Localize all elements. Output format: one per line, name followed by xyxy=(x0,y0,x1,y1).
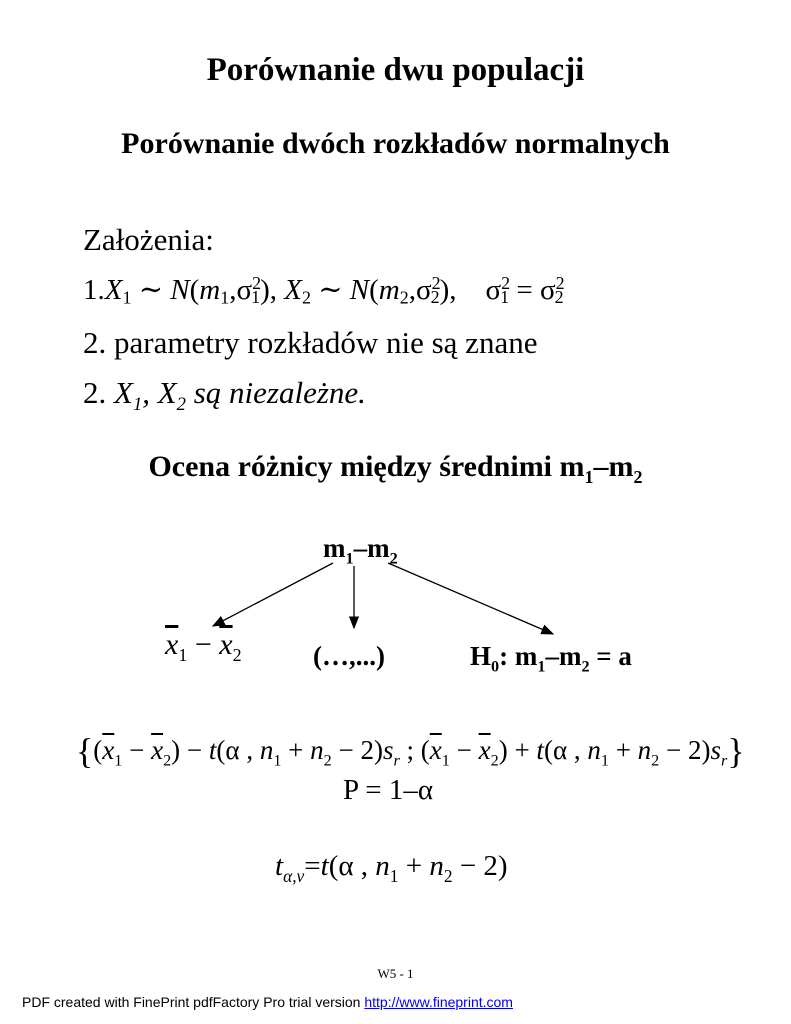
confidence-interval: {$(\overline{x}_1 - \overline{x}_2) - t(\alpha$ , $n_1 + n_2 - 2)s_r$ ; $(\overline{x}_1 - \overline{x}_2) + t(\alpha$ , $n_1 + n_2 - 2)s_r$} xyxy=(76,731,745,771)
assumption-1-formula: 1.X1 ∼ $N(m1,\sigma^21)$, X2 ∼ $N(m2,\sigma^22)$, $\sigma^21 = \sigma^22$ xyxy=(83,273,565,308)
t-definition: $t_{\alpha,v}=t(\alpha$ , $n_1 + n_2 - 2$) xyxy=(275,850,508,886)
assumption-2: 2. parametry rozkładów nie są znane xyxy=(83,325,538,360)
arrow-left xyxy=(213,563,333,626)
diagram-left-node: $\overline{x}_1 - \overline{x}_2$ xyxy=(165,628,242,665)
page-number: W5 - 1 xyxy=(377,966,414,981)
pdf-footer xyxy=(22,994,513,1010)
page-title: Porównanie dwu populacji xyxy=(206,52,585,88)
diagram-top-node: $m_1-m_2$ xyxy=(323,533,398,568)
footer-link[interactable]: http://www.fineprint.com xyxy=(364,994,513,1010)
diagram-right-node: $H_0$: $m_1-m_2 = a$ xyxy=(470,641,632,676)
probability-formula: P = 1–α xyxy=(343,774,434,806)
diagram-middle-node: (…,...) xyxy=(313,641,385,671)
page-subtitle: Porównanie dwóch rozkładów normalnych xyxy=(121,127,670,160)
footer-text: PDF created with FinePrint pdfFactory Pro trial version xyxy=(22,994,365,1010)
arrow-right xyxy=(388,563,553,634)
assumptions-heading: Założenia: xyxy=(83,222,214,257)
assumption-3: 2. $X_1$, $X_2$ są niezależne. xyxy=(83,375,366,416)
section-heading: Ocena różnicy między średnimi $m_1-m_2$ xyxy=(148,450,643,487)
